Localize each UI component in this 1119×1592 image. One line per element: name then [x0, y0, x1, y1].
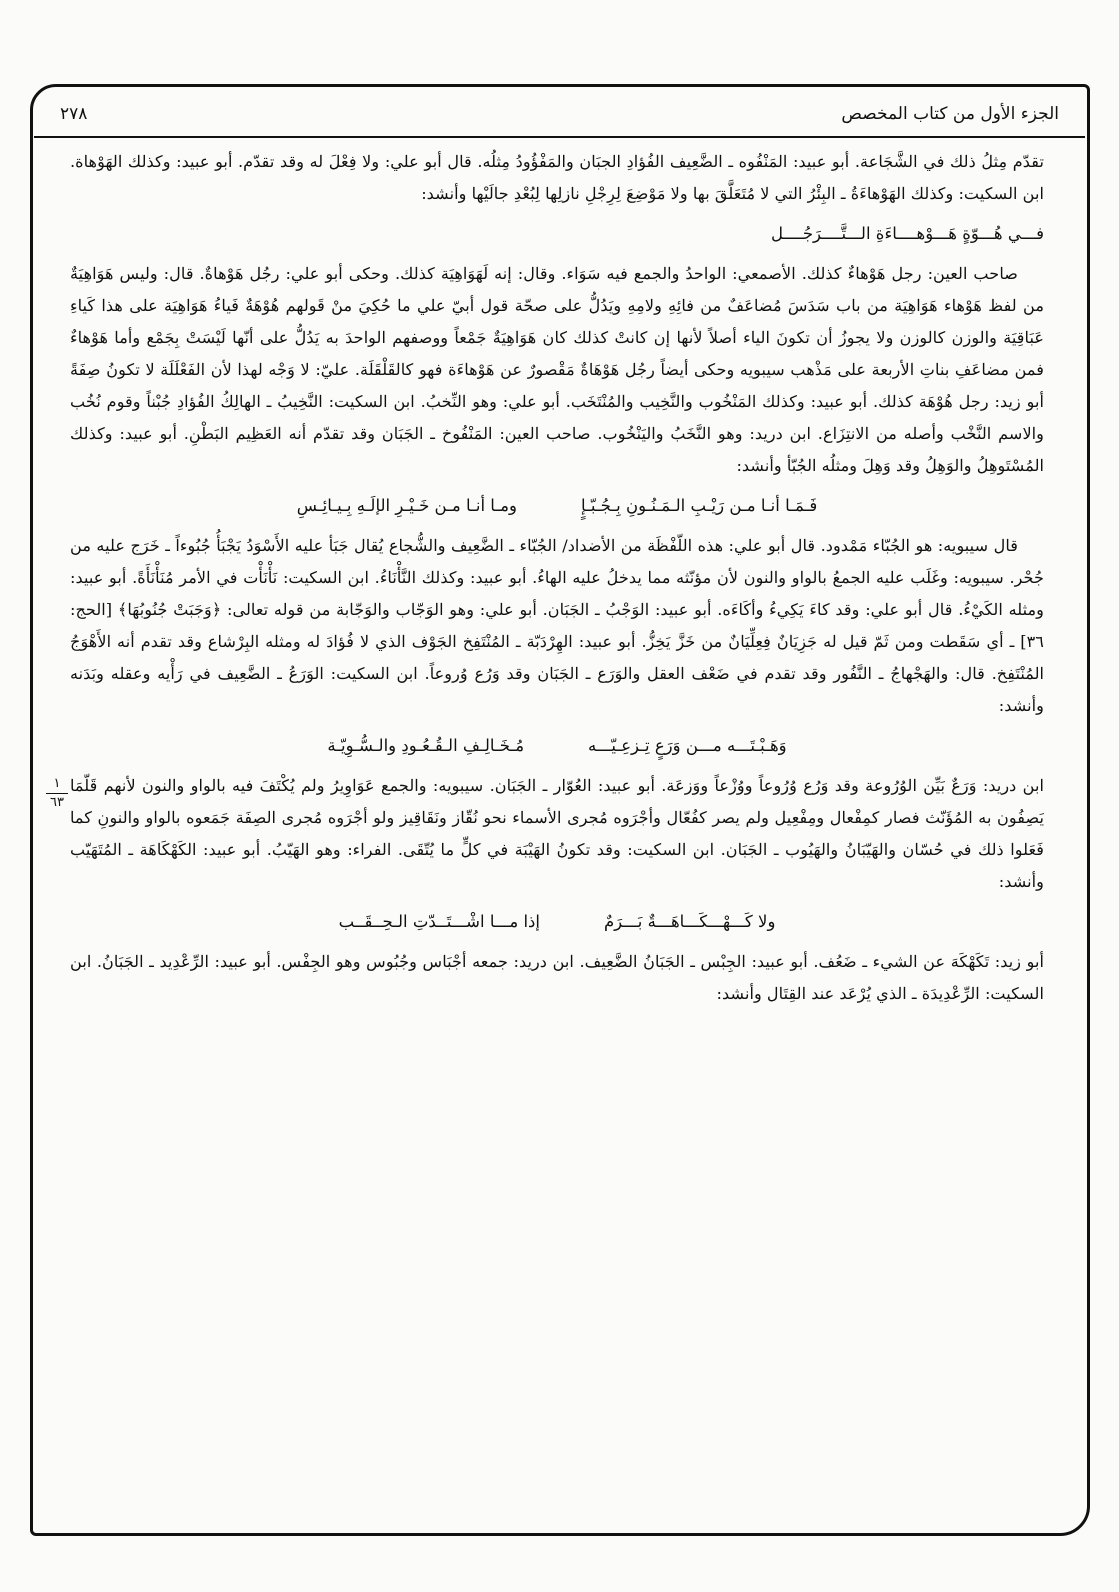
page-body: [70, 146, 1044, 1010]
paragraph-1: تقدّم مِثلُ ذلك في الشَّجَاعة. أبو عبيد: المَنْفُوه ـ الضَّعِيف الفُؤادِ الجبَان والمَفْؤُودُ مِثلُه. قال أبو علي: ولا فِعْلَ له وقد تقدّم. أبو عبيد: وكذلك الهَوْهاة. ابن السكيت: وكذلك الهَوْهاءَةُ ـ البِئْرُ التي لا مُتَعَلَّقَ بها ولا مَوْضِعَ لِرِجْلِ نازلِها لِبُعْدِ جالَيْها وأنشد:: [70, 152, 1044, 203]
paragraph-4: ابن دريد: وَرَعٌ بَيِّن الوُرُوعة وقد وَرُع وُرُوعاً ووُزْعاً ووَزعَة. أبو عبيد: العُوّار ـ الجَبَان. سيبويه: والجمع عَوَاوِيرُ ولم يُكْتَفَ فيه بالواو والنون لأنهم قَلّمَا يَصِفُون به المُؤَنّث فصار كمِفْعال ومِفْعِيل ولم يصر كفُعّال وأجْرَوه مُجرى الأسماء نحو نُقّاز ونَقَاقِيز ولو أجْرَوه مُجرى الصِفَة جَمَعوه بالواو والنونِ كما فَعَلوا ذلك في حُسّان والهَيّبَانُ والهَيُوب ـ الجَبَان. ابن السكيت: وقد تكونُ الهَيْبَة في كلٍّ ما يُتّقَى. الفراء: وهو الهَيّبُ. أبو عبيد: الكَهْكَاهَة ـ المُتَهَيّب وأنشد:: [70, 776, 1044, 891]
verse-4-second-hemistich: إذا مـــا اشْـــتَــدّتِ الـحِــقَــب: [338, 912, 540, 931]
verse-4-first-hemistich: ولا كَـــهْـــكَـــاهَـــةٌ بَـــرَمٌ: [603, 912, 776, 931]
running-title: الجزء الأول من كتاب المخصص: [841, 104, 1059, 124]
marginal-note-bar: [46, 793, 68, 794]
verse-3: [70, 730, 1044, 762]
page-header: [30, 92, 1089, 136]
marginal-note-top: ١: [53, 776, 61, 791]
marginal-note-bottom: ٦٣: [50, 795, 64, 810]
paragraph-3: قال سيبويه: هو الجُبّاء مَمْدود. قال أبو علي: هذه اللّفْظَة من الأضداد/ الجُبّاء ـ الضَّعِيف والشُّجاع يُقال جَبَأ عليه الأَسْوَدُ يَجْبَأُ جُبُوءاً ـ خَرَج عليه من جُحْر. سيبويه: وغَلَب عليه الجمعُ بالواو والنون لأن مؤنّثه مما يدخلُ عليه الهاءُ. أبو عبيد: وكذلك النَّأْنَاءُ. ابن السكيت: نَأْنَأْت في الأمر مُنَأْنَأَةً. أبو عبيد: ومثله الكَيْءُ. قال أبو علي: وقد كاءَ يَكِيءُ وأكَاءَه. أبو عبيد: الوَجْبُ ـ الجَبَان. أبو علي: وهو الوَجّاب والوَجّابة من قوله تعالى: ﴿وَجَبَتْ جُنُوبُهَا﴾ [الحج: ٣٦] ـ أي سَقَطت ومن ثَمّ قيل له جَزِيَانٌ فِعِلِّيَانٌ من خَزَّ يَخِزُّ. أبو عبيد: الهِرْدَبّة ـ المُنْتَفِخ الجَوْف الذي لا فُؤادَ له ومثله البِرْشاع وقد تقدم أنه الأَهْوَجُ المُنْتَفِخ. قال: والهَجْهاجُ ـ النَّفُور وقد تقدم في ضَعْف العقل والوَرَع ـ الجَبَان وقد وَرُع وُروعاً. ابن السكيت: الوَرَعُ ـ الضَّعِيف في رَأْيه وعقله وبَدَنه وأنشد:: [70, 536, 1044, 715]
marginal-note: [46, 776, 68, 811]
verse-2-second-hemistich: ومـا أنـا مـن خَـيْـرِ الإلَـهِ بِـيـائِـسِ: [296, 496, 517, 515]
verse-1: فـــي هُـــوّةٍ هَـــوْهــــاءَةِ الـــتَّــــرَجُــــل: [770, 224, 1044, 243]
verse-3-first-hemistich: وَهَـبْـتَـــه مـــن وَرَعٍ تِـزعِـيّـــه: [588, 736, 787, 755]
paragraph-5: أبو زيد: تَكَهْكَهَ عن الشيء ـ ضَعُف. أبو عبيد: الجِبْس ـ الجَبَانُ الضَّعِيف. ابن دريد: جمعه أجْبَاس وجُبُوس وهو الجِفْس. أبو عبيد: الرِّعْدِيد ـ الجَبَانُ. ابن السكيت: الرِّعْدِيدَة ـ الذي يُرْعَد عند القِتَال وأنشد:: [70, 952, 1044, 1003]
header-divider: [34, 136, 1085, 138]
verse-4: [70, 906, 1044, 938]
page-number: ٢٧٨: [60, 104, 88, 124]
verse-3-second-hemistich: مُـخَـالِـفِ الـقُـعُـودِ والـسُّـوِيّـة: [327, 736, 525, 755]
verse-2: [70, 490, 1044, 522]
paragraph-2: صاحب العين: رجل هَوْهاءٌ كذلك. الأصمعي: الواحدُ والجمع فيه سَوَاء. وقال: إنه لَهَوَاهِيَة كذلك. وحكى أبو علي: رجُل هَوْهاةٌ. قال: وليس هَوَاهِيَةٌ من لفظ هَوْهاء هَوَاهِيَة من باب سَدَسَ مُضاعَفٌ من فائِهِ ولامِهِ ويَدُلُّ على صحّة قول أبيّ علي ما حُكِيَ منْ قَولهم هُوْهَةٌ فَياءُ هَوَاهِيَة على هذا كَياءِ عَبَاقِيَة والوزن كالوزن ولا يجوزُ أن تكونَ الياء أصلاً لأنها إن كانتْ كذلك كان هَوَاهِيَةٌ جَمْعاً ووصفهم الواحدَ به يَدُلُّ على أنّها لَيْسَتْ بِجَمْع وأما هَوْهاءٌ فمن مضاعَفِ بناتِ الأربعة على مَذْهب سيبويه وحكى أيضاً رجُل هَوْهَاةٌ مَقْصورٌ عن هَوْهاءَة فهو كالقَلْقَلَة. عليّ: لا وَجْه لهذا لأن الفَعْلَلَة لا تكونُ صِفَةً أبو زيد: رجل هُوْهَة كذلك. أبو عبيد: وكذلك المَنْخُوب والنَّخِيب والمُنْتَخَب. أبو علي: وهو النِّخبُ. ابن السكيت: النَّخِيبُ ـ الهالِكُ الفُؤادِ جُبْناً وقوم نُخُب والاسم النَّخْب وأصله من الانتِزَاع. ابن دريد: وهو النَّخَبُ واليَنْخُوب. صاحب العين: المَنْفُوخ ـ الجَبَان وقد تقدّم أنه العَظِيم البَطْنِ. أبو عبيد: وكذلك المُسْتَوهِلُ والوَهِلُ وقد وَهِلَ ومثلُه الجُبّأ وأنشد:: [70, 264, 1044, 475]
verse-2-first-hemistich: فَـمَـا أنـا مـن رَيْـبِ الـمَـنُـونِ بِـجُـبّـإٍ: [580, 496, 818, 515]
